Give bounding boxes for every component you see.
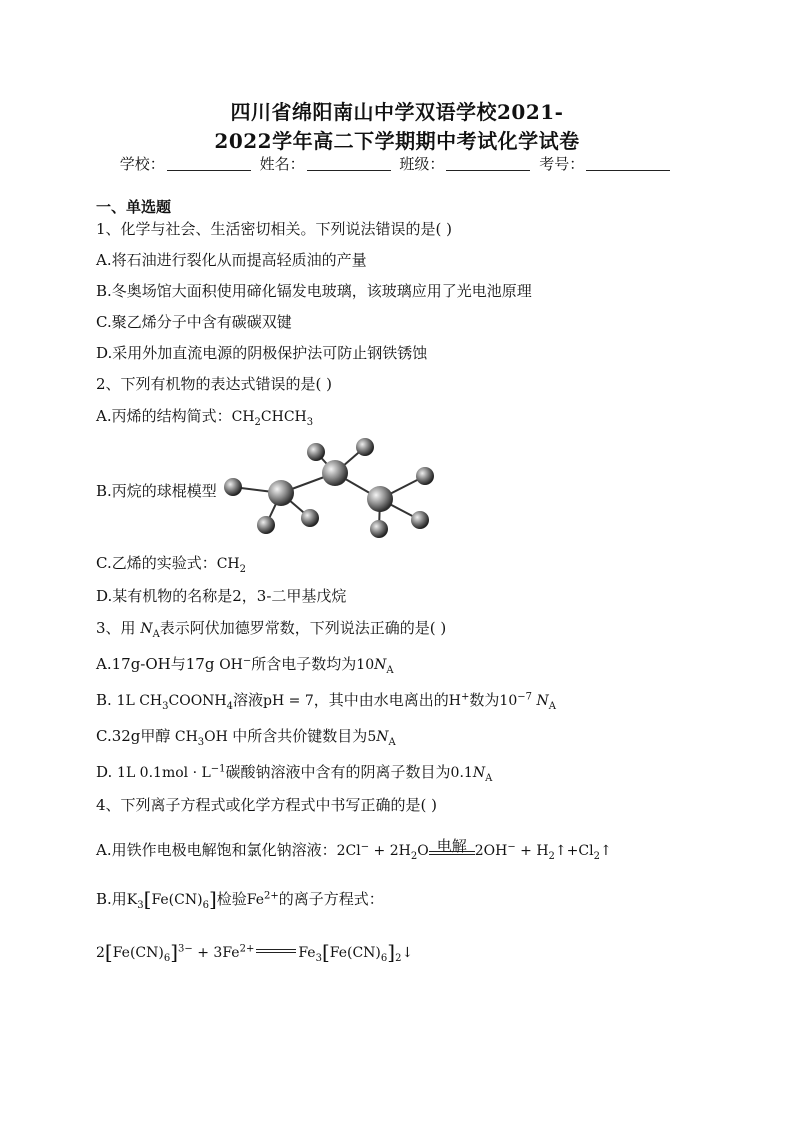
q1-option-c: C.聚乙烯分子中含有碳碳双键 bbox=[96, 313, 292, 331]
q4-b-equation bbox=[96, 940, 413, 964]
hydrogen-atom bbox=[257, 516, 275, 534]
q3-a-value: $10N_A$ bbox=[356, 657, 394, 676]
hydrogen-atom bbox=[301, 509, 319, 527]
q1-stem: 1、化学与社会、生活密切相关。下列说法错误的是( ) bbox=[96, 220, 453, 238]
q1-option-b: B.冬奥场馆大面积使用碲化镉发电玻璃，该玻璃应用了光电池原理 bbox=[96, 282, 532, 300]
q3-option-d bbox=[96, 761, 492, 784]
q3-stem-post: 表示阿伏加德罗常数，下列说法正确的是( ) bbox=[159, 619, 447, 637]
q4-a-text: A.用铁作电极电解饱和氯化钠溶液： bbox=[96, 841, 337, 859]
q3-option-b bbox=[96, 689, 556, 712]
potassium-ferricyanide-formula: $K_3[Fe(CN)_6]$ bbox=[126, 887, 217, 911]
hydrogen-atom bbox=[411, 511, 429, 529]
q3-b-pre: B. bbox=[96, 691, 117, 709]
ph-value: pH = 7 bbox=[263, 693, 314, 709]
ferrous-ion: $Fe^{2+}$ bbox=[246, 890, 279, 908]
hydrogen-atom bbox=[307, 443, 325, 461]
exam-number-label: 考号： bbox=[539, 155, 585, 173]
hydrogen-atom bbox=[416, 467, 434, 485]
electrolysis-equation: $2Cl^- + 2H_2O$ 电解 $2OH^- + H_2↑+Cl_2↑$ bbox=[336, 837, 612, 862]
q3-stem bbox=[96, 617, 446, 640]
avogadro-symbol: $N_A$ bbox=[140, 621, 160, 640]
ethylene-empirical-formula: $CH_2$ bbox=[216, 556, 247, 575]
q2-stem: 2、下列有机物的表达式错误的是( ) bbox=[96, 375, 333, 393]
name-field[interactable] bbox=[307, 156, 391, 171]
carbon-atom bbox=[367, 486, 393, 512]
concentration-value: 1L $0.1mol \cdot L^{-1}$ bbox=[117, 763, 226, 781]
q4-stem: 4、下列离子方程式或化学方程式中书写正确的是( ) bbox=[96, 796, 438, 814]
q1-option-a: A.将石油进行裂化从而提高轻质油的产量 bbox=[96, 251, 367, 269]
q3-c-value: $5N_A$ bbox=[367, 729, 396, 748]
q2-option-a-text: A.丙烯的结构简式： bbox=[96, 407, 232, 425]
q4-b-text3: 的离子方程式： bbox=[278, 890, 384, 908]
section-heading: 一、单选题 bbox=[96, 198, 172, 216]
school-label: 学校： bbox=[119, 155, 165, 173]
q1-option-d: D.采用外加直流电源的阴极保护法可防止钢铁锈蚀 bbox=[96, 344, 428, 362]
school-field[interactable] bbox=[167, 156, 251, 171]
q3-option-a bbox=[96, 653, 394, 676]
turnbull-blue-equation: $2[Fe(CN)_6]^{3-} + 3Fe^{2+}$ $Fe_3[Fe(CN)_6]_2↓$ bbox=[96, 940, 414, 964]
hydroxide-ion: OH− bbox=[219, 655, 252, 673]
title-line-1: 四川省绵阳南山中学双语学校2021- bbox=[230, 100, 564, 124]
class-field[interactable] bbox=[446, 156, 530, 171]
methanol-formula: $CH_3OH$ bbox=[170, 729, 233, 748]
hydrogen-atom bbox=[224, 478, 242, 496]
propene-formula: $CH_2CHCH_3$ bbox=[231, 409, 314, 428]
hydrogen-atom bbox=[356, 438, 374, 456]
q4-option-a bbox=[96, 839, 612, 862]
q3-stem-pre: 3、用 bbox=[96, 619, 141, 637]
carbon-atom bbox=[322, 460, 348, 486]
ammonium-acetate-formula: 1L $CH_3COONH_4$ bbox=[116, 693, 234, 712]
q3-a-pre: A.17g-OH与17g bbox=[96, 655, 220, 673]
q4-option-b bbox=[96, 887, 384, 911]
q3-option-c bbox=[96, 725, 396, 748]
electrolysis-label: 电解 bbox=[436, 837, 467, 855]
name-label: 姓名： bbox=[259, 155, 305, 173]
q3-b-mid1: 溶液 bbox=[233, 691, 264, 709]
q3-c-mid: 中所含共价键数目为 bbox=[232, 727, 368, 745]
q3-b-mid3: 数为 bbox=[469, 691, 500, 709]
q2-option-a bbox=[96, 405, 313, 428]
exam-number-field[interactable] bbox=[586, 156, 670, 171]
q2-option-b: B.丙烷的球棍模型 bbox=[96, 482, 217, 500]
student-info-row bbox=[0, 153, 794, 174]
class-label: 班级： bbox=[399, 155, 445, 173]
q3-c-pre: C.32g甲醇 bbox=[96, 727, 171, 745]
q3-b-mid2: ，其中由水电离出的 bbox=[313, 691, 449, 709]
title-line-2: 2022学年高二下学期期中考试化学试卷 bbox=[214, 129, 580, 153]
q3-d-pre: D. bbox=[96, 763, 118, 781]
propane-ball-stick-model bbox=[218, 432, 448, 542]
q3-a-mid: 所含电子数均为 bbox=[251, 655, 357, 673]
q2-option-d: D.某有机物的名称是2，3-二甲基戊烷 bbox=[96, 587, 347, 605]
q3-d-mid: 碳酸钠溶液中含有的阴离子数目为 bbox=[225, 763, 451, 781]
hydrogen-atom bbox=[370, 520, 388, 538]
q2-option-c bbox=[96, 552, 246, 575]
carbon-atom bbox=[268, 480, 294, 506]
q2-option-c-text: C.乙烯的实验式： bbox=[96, 554, 217, 572]
q3-d-value: $0.1N_A$ bbox=[450, 765, 493, 784]
q4-b-text2: 检验 bbox=[216, 890, 247, 908]
hydrogen-ion: H+ bbox=[448, 691, 470, 709]
q4-b-text1: B.用 bbox=[96, 890, 127, 908]
q3-b-value: $10^{-7}$ $N_A$ bbox=[499, 691, 556, 712]
